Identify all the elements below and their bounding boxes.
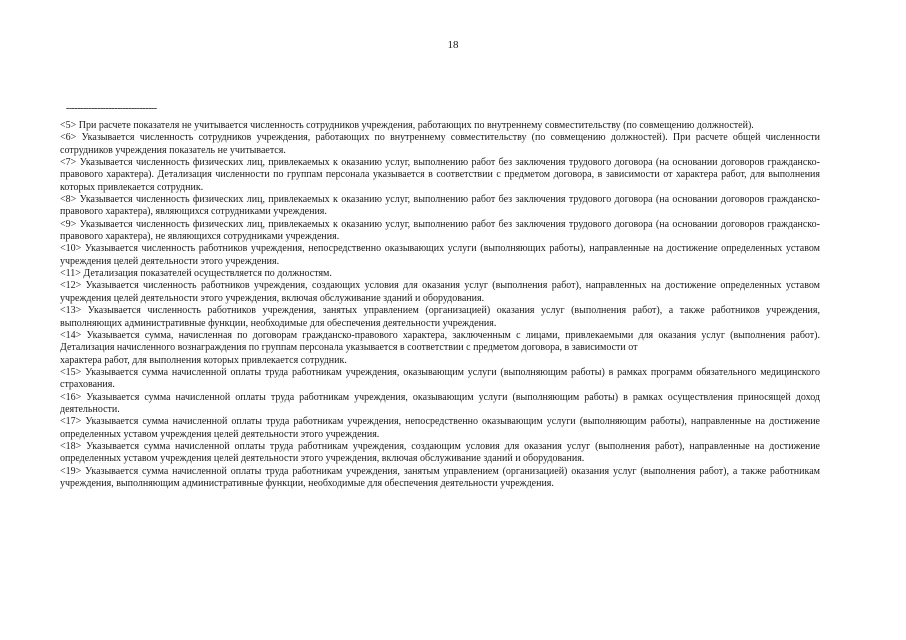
footnote-18: <18> Указывается сумма начисленной оплаты труда работникам учреждения, создающим условия для оказания услуг (выполнения работ), направленные на достижение определенных уставом учреждения целей деятельности этого учреждения, включая обслуживание зданий и оборудования. <box>60 440 820 465</box>
footnote-16: <16> Указывается сумма начисленной оплаты труда работникам учреждения, оказывающим услуги (выполняющим работы) в рамках осуществления приносящей доход деятельности. <box>60 391 820 415</box>
footnote-14-continued: характера работ, для выполнения которых привлекается сотрудник. <box>60 354 347 366</box>
footnote-10: <10> Указывается численность работников учреждения, непосредственно оказывающих услуги (выполняющих работы), направленные на достижение определенных уставом учреждения целей деятельности этого учреждения. <box>60 243 820 267</box>
footnote-13: <13> Указывается численность работников учреждения, занятых управлением (организацией) оказания услуг (выполнения работ), а также работников учреждения, выполняющих административные функции, необходимые для обеспечения деятельности учреждения. <box>60 305 820 329</box>
footnote-7: <7> Указывается численность физических лиц, привлекаемых к оказанию услуг, выполнению работ без заключения трудового договора (на основании договоров гражданско-правового характера). Детализация численности по группам персонала указывается в соответствии с предметом договора, в зависимости от характера работ, для выполнения которых привлекается сотрудник. <box>60 157 820 193</box>
footnote-12: <12> Указывается численность работников учреждения, создающих условия для оказания услуг (выполнения работ), направленных на достижение определенных уставом учреждения целей деятельности этого учреждения, включая обслуживание зданий и оборудования. <box>60 280 820 304</box>
footnote-6: <6> Указывается численность сотрудников учреждения, работающих по внутреннему совместительству (по совмещению должностей). При расчете общей численности сотрудников учреждения показатель не учитывается. <box>60 132 820 156</box>
footnote-9: <9> Указывается численность физических лиц, привлекаемых к оказанию услуг, выполнению работ без заключения трудового договора (на основании договоров гражданско-правового характера), не являющихся сотрудниками учреждения. <box>60 218 820 243</box>
footnote-19: <19> Указывается сумма начисленной оплаты труда работникам учреждения, занятым управлением (организацией) оказания услуг (выполнения работ), а также работникам учреждения, выполняющим административные функции, необходимые для обеспечения деятельности учреждения. <box>60 465 820 489</box>
footnote-8: <8> Указывается численность физических лиц, привлекаемых к оказанию услуг, выполнению работ без заключения трудового договора (на основании договоров гражданско-правового характера), являющихся сотрудниками учреждения. <box>60 194 820 218</box>
page-number: 18 <box>447 39 459 51</box>
footnote-17: <17> Указывается сумма начисленной оплаты труда работникам учреждения, непосредственно оказывающим услуги (выполняющим работы), направленные на достижение определенных уставом учреждения целей деятельности этого учреждения. <box>60 416 820 440</box>
footnote-separator: -------------------------------- <box>66 103 157 114</box>
footnote-11: <11> Детализация показателей осуществляется по должностям. <box>60 268 332 280</box>
footnote-14: <14> Указывается сумма, начисленная по договорам гражданско-правового характера, заключенным с лицами, привлекаемыми для оказания услуг (выполнения работ). Детализация начисленного вознаграждения по группам персонала указывается в соответствии с предметом договора, в зависимости от <box>60 329 820 354</box>
footnote-15: <15> Указывается сумма начисленной оплаты труда работникам учреждения, оказывающим услуги (выполняющим работы) в рамках программ обязательного медицинского страхования. <box>60 366 820 391</box>
footnote-5: <5> При расчете показателя не учитывается численность сотрудников учреждения, работающих по внутреннему совместительству (по совмещению должностей). <box>60 120 754 131</box>
footnotes-block <box>60 120 820 490</box>
